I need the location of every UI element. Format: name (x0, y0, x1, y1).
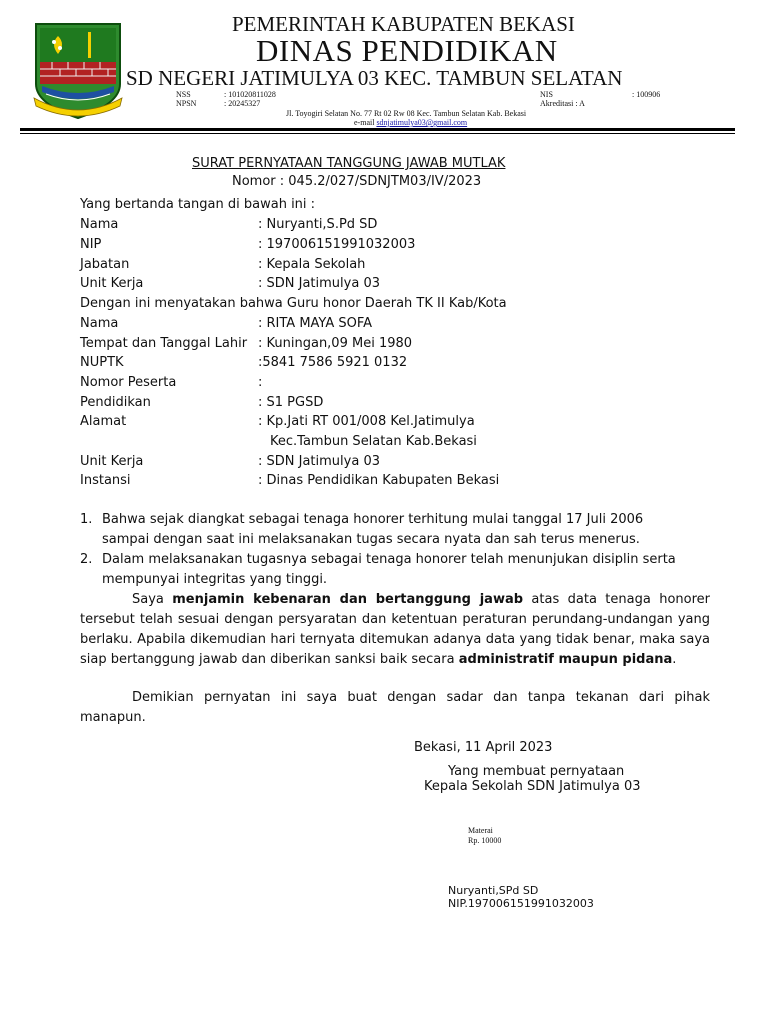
teacher-value: : Kp.Jati RT 001/008 Kel.Jatimulya (258, 414, 475, 429)
teacher-value: : (258, 375, 263, 390)
teacher-value: : RITA MAYA SOFA (258, 316, 373, 331)
document-number: Nomor : 045.2/027/SDNJTM03/IV/2023 (232, 174, 482, 189)
maker-label: Yang membuat pernyataan (448, 764, 625, 779)
teacher-label: NUPTK (80, 355, 124, 370)
nss-label: NSS (176, 90, 191, 99)
point-text: Bahwa sejak diangkat sebagai tenaga honorer terhitung mulai tanggal 17 Juli 2006 (102, 512, 644, 527)
school-address: Jl. Toyogiri Selatan No. 77 Rt 02 Rw 08 Kec. Tambun Selatan Kab. Bekasi (286, 109, 527, 118)
teacher-value: : SDN Jatimulya 03 (258, 454, 380, 469)
email-link[interactable]: sdnjatimulya03@gmail.com (376, 118, 468, 127)
teacher-label: Nama (80, 316, 119, 331)
header-department: DINAS PENDIDIKAN (256, 33, 558, 68)
statement-paragraph: Saya menjamin kebenaran dan bertanggung jawab atas data tenaga honorer tersebut telah sesuai dengan persyaratan dan ketentuan peraturan perundang-undangan yang berlaku. Apabila dikemudian hari ternyata ditemukan adanya data yang tidak benar, maka saya siap bertanggung jawab dan diberikan sanksi baik secara administratif maupun pidana. (80, 592, 710, 667)
signer-nip: NIP.197006151991032003 (448, 897, 594, 910)
signer-name: Nuryanti,SPd SD (448, 884, 539, 897)
teacher-label: Unit Kerja (80, 454, 144, 469)
teacher-label: Tempat dan Tanggal Lahir (80, 336, 248, 351)
nss-value: : 101020811028 (224, 90, 276, 99)
nis-label: NIS (540, 90, 553, 99)
materai-label: Materai (468, 826, 493, 835)
nis-value: : 100906 (632, 90, 661, 99)
signer-label: Jabatan (80, 257, 130, 272)
point-text: mempunyai integritas yang tinggi. (102, 572, 328, 587)
header-rule-thin (20, 133, 735, 134)
document-title: SURAT PERNYATAAN TANGGUNG JAWAB MUTLAK (192, 156, 506, 171)
teacher-label: Alamat (80, 414, 127, 429)
header-school: SD NEGERI JATIMULYA 03 KEC. TAMBUN SELATAN (126, 66, 623, 90)
point-number: 1. (80, 512, 93, 527)
npsn-value: : 20245327 (224, 99, 261, 108)
signer-label: Unit Kerja (80, 276, 144, 291)
teacher-value: : Kuningan,09 Mei 1980 (258, 336, 413, 351)
intro-text: Yang bertanda tangan di bawah ini : (80, 197, 316, 212)
point-number: 2. (80, 552, 93, 567)
signer-value: : Nuryanti,S.Pd SD (258, 217, 378, 232)
signer-label: Nama (80, 217, 119, 232)
teacher-address-line2: Kec.Tambun Selatan Kab.Bekasi (270, 434, 477, 449)
point-text: Dalam melaksanakan tugasnya sebagai tenaga honorer telah menunjukan disiplin serta (102, 552, 676, 567)
email-label: e-mail (354, 118, 375, 127)
akreditasi: Akreditasi : A (540, 99, 585, 108)
maker-position: Kepala Sekolah SDN Jatimulya 03 (424, 779, 641, 794)
npsn-label: NPSN (176, 99, 197, 108)
teacher-label: Instansi (80, 473, 131, 488)
teacher-value: : Dinas Pendidikan Kabupaten Bekasi (258, 473, 500, 488)
header-rule-thick (20, 128, 735, 131)
kabupaten-bekasi-logo (32, 22, 124, 122)
email-line (354, 118, 467, 127)
header-government: PEMERINTAH KABUPATEN BEKASI (232, 12, 575, 36)
declare-text: Dengan ini menyatakan bahwa Guru honor Daerah TK II Kab/Kota (80, 296, 507, 311)
teacher-value: : S1 PGSD (258, 395, 324, 410)
signer-value: : 197006151991032003 (258, 237, 416, 252)
signer-label: NIP (80, 237, 102, 252)
signer-value: : Kepala Sekolah (258, 257, 366, 272)
signer-value: : SDN Jatimulya 03 (258, 276, 380, 291)
teacher-value: :5841 7586 5921 0132 (258, 355, 408, 370)
place-date: Bekasi, 11 April 2023 (414, 740, 553, 755)
closing-paragraph: Demikian pernyatan ini saya buat dengan sadar dan tanpa tekanan dari pihak manapun. (80, 690, 710, 725)
materai-value: Rp. 10000 (468, 836, 502, 845)
teacher-label: Nomor Peserta (80, 375, 177, 390)
teacher-label: Pendidikan (80, 395, 151, 410)
point-text: sampai dengan saat ini melaksanakan tugas secara nyata dan sah terus menerus. (102, 532, 640, 547)
